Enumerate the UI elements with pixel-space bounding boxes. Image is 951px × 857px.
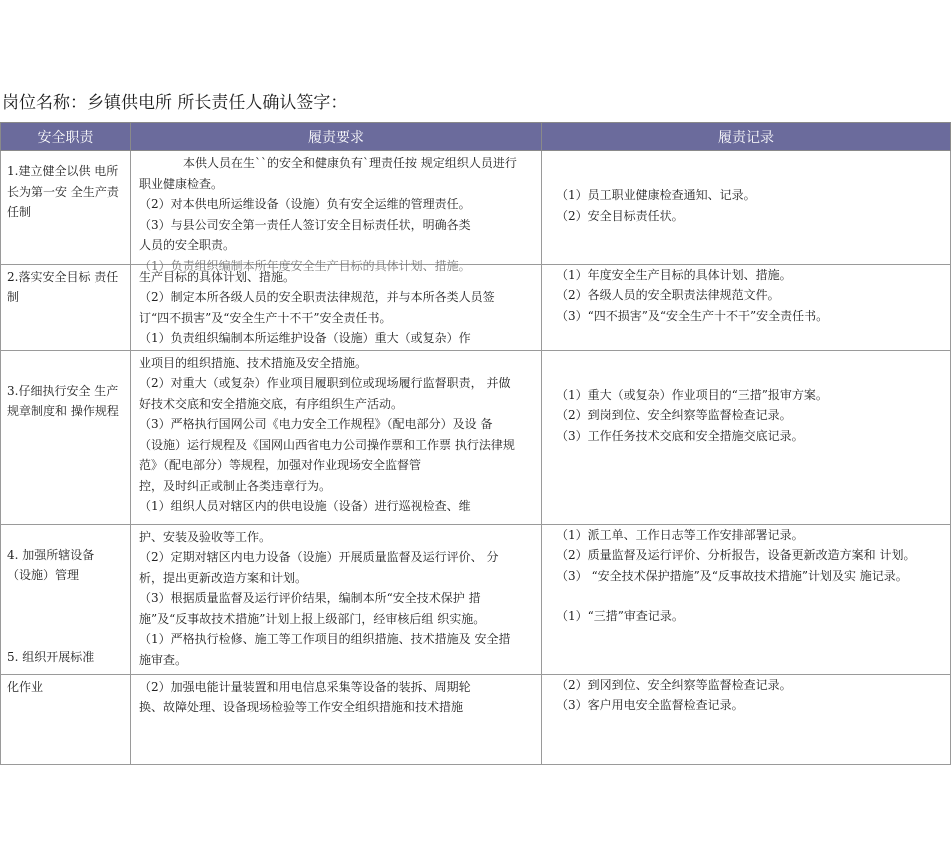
- table-header-row: [1, 123, 951, 151]
- record-cell: [542, 151, 951, 265]
- record-text: （3）“四不损害”及“安全生产十不干”安全责任书。: [556, 308, 829, 323]
- requirement-text: 人员的安全职责。: [139, 238, 236, 252]
- duty-text: 规章制度和 操作规程: [7, 404, 119, 418]
- duty-text: （设施）管理: [7, 568, 80, 582]
- record-text: （2）到冈到位、安全纠察等监督检查记录。: [556, 677, 792, 692]
- table-row: [1, 674, 951, 764]
- requirement-text: 好技术交底和安全措施交底，有序组织生产活动。: [139, 396, 404, 411]
- duty-text: 长为第一安 全生产责: [7, 184, 119, 199]
- requirement-text: 范》（配电部分）等规程，加强对作业现场安全监督管: [139, 458, 422, 472]
- requirement-cell: [131, 674, 542, 764]
- requirement-text-clipped: （1）负责组织编制本所年度安全生产目标的具体计划、措施。: [139, 258, 471, 273]
- table-row: [1, 524, 951, 674]
- requirement-text: （2）对本供电所运维设备（设施）负有安全运维的管理责任。: [139, 197, 471, 211]
- header-requirements: 履责要求: [131, 123, 542, 151]
- duty-cell: [1, 264, 131, 350]
- requirement-text: 施”及“反事故技术措施”计划上报上级部门，经审核后组 织实施。: [139, 611, 486, 626]
- duty-cell: [1, 674, 131, 764]
- requirement-text: （1）严格执行检修、施工等工作项目的组织措施、技术措施及 安全措: [139, 632, 511, 646]
- requirement-text: 业项目的组织措施、技术措施及安全措施。: [139, 355, 368, 370]
- requirement-text: （2）加强电能计量装置和用电信息采集等设备的装拆、周期轮: [139, 679, 471, 694]
- requirement-text: 生产目标的具体计划、措施。: [139, 269, 296, 284]
- record-cell: [542, 674, 951, 764]
- record-text: （2）安全目标责任状。: [556, 208, 684, 223]
- requirement-text: （2）定期对辖区内电力设备（设施）开展质量监督及运行评价、 分: [139, 550, 499, 564]
- requirement-text: （3）与县公司安全第一责任人签订安全目标责任状，明确各类: [139, 217, 471, 232]
- duty-text: 1.建立健全以供 电所: [7, 164, 119, 178]
- record-text: （1）重大（或复杂）作业项目的“三措”报审方案。: [556, 387, 828, 402]
- duty-text: 5. 组织开展标准: [7, 649, 95, 664]
- duty-table: [0, 122, 951, 765]
- requirement-text: 换、故障处理、设备现场检验等工作安全组织措施和技术措施: [139, 700, 464, 714]
- duty-text: 4. 加强所辖设备: [7, 547, 95, 562]
- duty-cell: [1, 524, 131, 674]
- requirement-text: （2）对重大（或复杂）作业项目履职到位或现场履行监督职责， 并做: [139, 376, 511, 390]
- record-text: （3）客户用电安全监督检查记录。: [556, 698, 744, 712]
- requirement-text: （3）根据质量监督及运行评价结果，编制本所“安全技术保护 措: [139, 591, 481, 605]
- duty-text: 2.落实安全目标 责任: [7, 269, 119, 284]
- record-cell: [542, 350, 951, 524]
- record-text: （2）各级人员的安全职责法律规范文件。: [556, 288, 780, 302]
- record-text: （3） “安全技术保护措施”及“反事故技术措施”计划及实 施记录。: [556, 568, 908, 583]
- record-text: （1）“三措”审查记录。: [556, 609, 684, 623]
- record-text: （1）年度安全生产目标的具体计划、措施。: [556, 267, 792, 282]
- requirement-cell: [131, 524, 542, 674]
- requirement-cell: [131, 151, 542, 273]
- requirement-text: 施审查。: [139, 652, 188, 667]
- record-text: （1）派工单、工作日志等工作安排部署记录。: [556, 527, 804, 542]
- requirement-text: 护、安装及验收等工作。: [139, 529, 272, 544]
- record-text: （3）工作任务技术交底和安全措施交底记录。: [556, 428, 804, 443]
- table-row: [1, 151, 951, 265]
- requirement-text: 控，及时纠正或制止各类违章行为。: [139, 478, 332, 493]
- record-text: （2）到岗到位、安全纠察等监督检查记录。: [556, 408, 792, 422]
- duty-text: 3.仔细执行安全 生产: [7, 383, 119, 398]
- requirement-text: （3）严格执行国网公司《电力安全工作规程》（配电部分）及设 备: [139, 417, 493, 431]
- record-cell: [542, 524, 951, 674]
- duty-text: 制: [7, 290, 20, 304]
- requirement-text: （2）制定本所各级人员的安全职责法律规范，并与本所各类人员签: [139, 290, 495, 304]
- requirement-text: 析，提出更新改造方案和计划。: [139, 570, 308, 585]
- requirement-text: （设施）运行规程及《国网山西省电力公司操作票和工作票 执行法律规: [139, 437, 515, 452]
- requirement-cell: [131, 350, 542, 524]
- requirement-cell: [131, 264, 542, 350]
- requirement-text: 订“四不损害”及“安全生产十不干”安全责任书。: [139, 310, 392, 325]
- duty-cell: [1, 151, 131, 265]
- table-row: [1, 350, 951, 524]
- page-title: 岗位名称：乡镇供电所 所长责任人确认签字：: [2, 93, 348, 113]
- record-cell: [542, 264, 951, 350]
- duty-cell: [1, 350, 131, 524]
- table-row: [1, 264, 951, 350]
- header-safety-duty: 安全职责: [1, 123, 131, 151]
- requirement-text: （1）负责组织编制本所运维护设备（设施）重大（或复杂）作: [139, 331, 471, 345]
- requirement-text: 职业健康检查。: [139, 176, 224, 191]
- requirement-text: （1）组织人员对辖区内的供电设施（设备）进行巡视检查、维: [139, 499, 471, 513]
- record-text: （1）员工职业健康检查通知、记录。: [556, 188, 756, 202]
- header-records: 履责记录: [542, 123, 951, 151]
- duty-text: 化作业: [7, 679, 44, 694]
- requirement-text: 本供人员在生``的安全和健康负有`理责任按 规定组织人员进行: [183, 156, 517, 170]
- record-text: （2）质量监督及运行评价、分析报告，设备更新改造方案和 计划。: [556, 548, 916, 562]
- duty-text: 任制: [7, 205, 32, 219]
